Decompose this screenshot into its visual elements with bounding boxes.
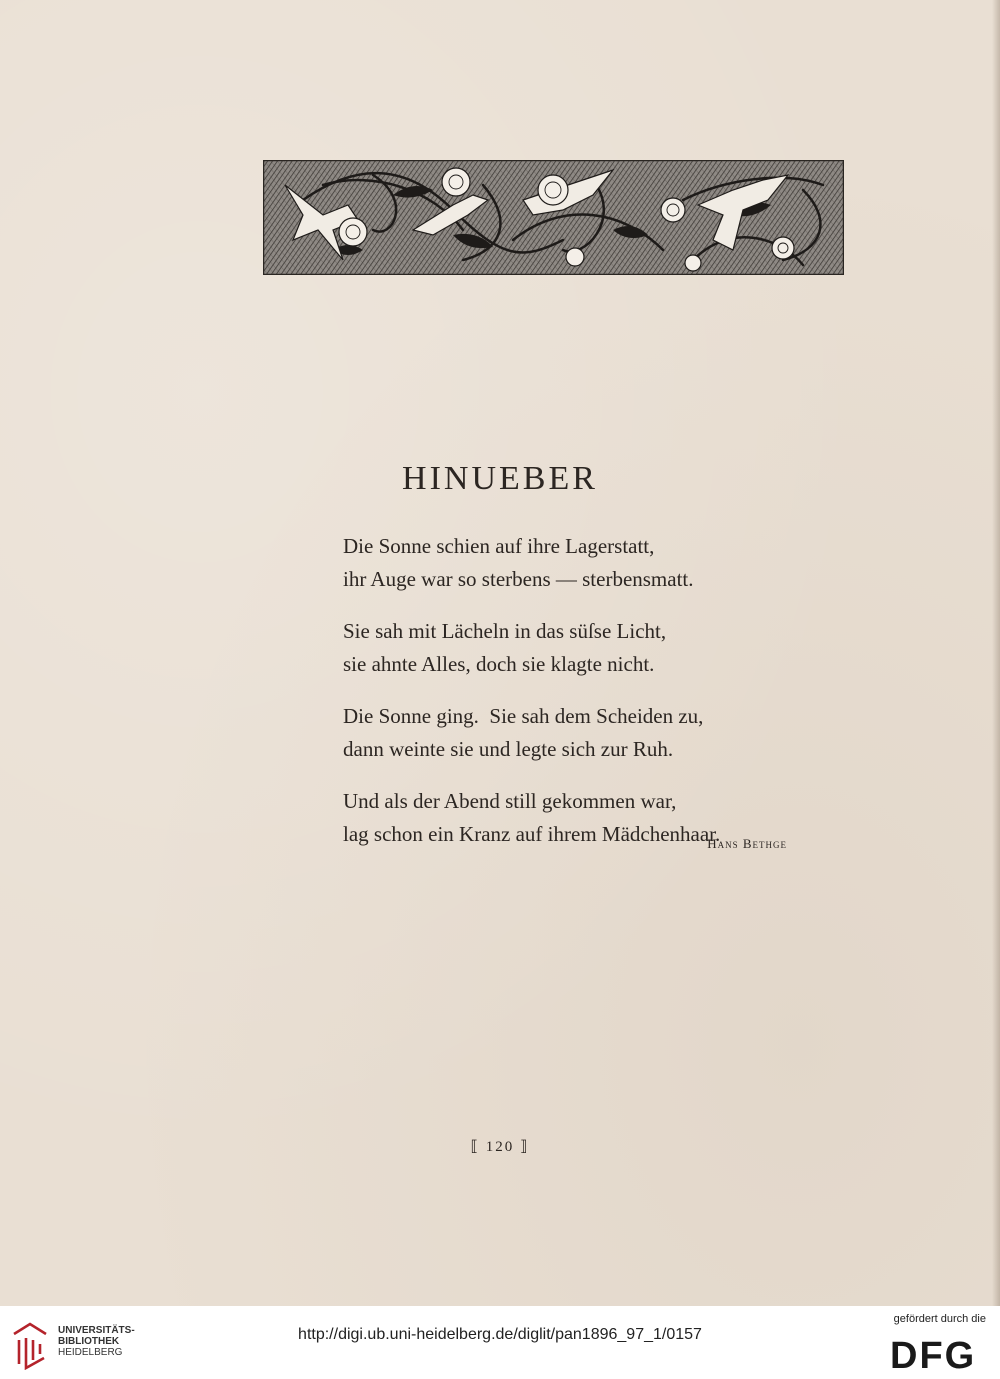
dfg-logo-icon[interactable] <box>890 1336 986 1372</box>
poem-body <box>343 530 783 870</box>
poem-line: dann weinte sie und legte sich zur Ruh. <box>343 737 674 761</box>
poem-line: Sie sah mit Lächeln in das süſse Licht, <box>343 619 667 643</box>
birds-and-roses-ornament-icon <box>263 160 844 275</box>
stanza <box>343 700 783 766</box>
permalink-url[interactable]: http://digi.ub.uni-heidelberg.de/diglit/pan1896_97_1/0157 <box>298 1326 702 1343</box>
poem-line: lag schon ein Kranz auf ihrem Mädchenhaar. <box>343 822 721 846</box>
poem-line: Die Sonne schien auf ihre Lagerstatt, <box>343 534 655 558</box>
page-number: ⟦ 120 ⟧ <box>470 1139 530 1155</box>
stanza <box>343 615 783 681</box>
library-name-line: BIBLIOTHEK <box>58 1336 120 1347</box>
library-name-line: HEIDELBERG <box>58 1347 123 1358</box>
poem-author: Hans Bethge <box>707 836 787 851</box>
stanza <box>343 530 783 596</box>
poem-line: sie ahnte Alles, doch sie klagte nicht. <box>343 652 655 676</box>
poem-line: Und als der Abend still gekommen war, <box>343 789 677 813</box>
poem-line: ihr Auge war so sterbens — sterbensmatt. <box>343 567 694 591</box>
footer-bar <box>0 1306 1000 1379</box>
funding-caption: gefördert durch die <box>893 1313 986 1325</box>
poem-line: Die Sonne ging. Sie sah dem Scheiden zu, <box>343 704 704 728</box>
library-name-line: UNIVERSITÄTS- <box>58 1325 135 1336</box>
dfg-logo-text: DFG <box>890 1336 977 1372</box>
poem-title: HINUEBER <box>402 460 598 497</box>
